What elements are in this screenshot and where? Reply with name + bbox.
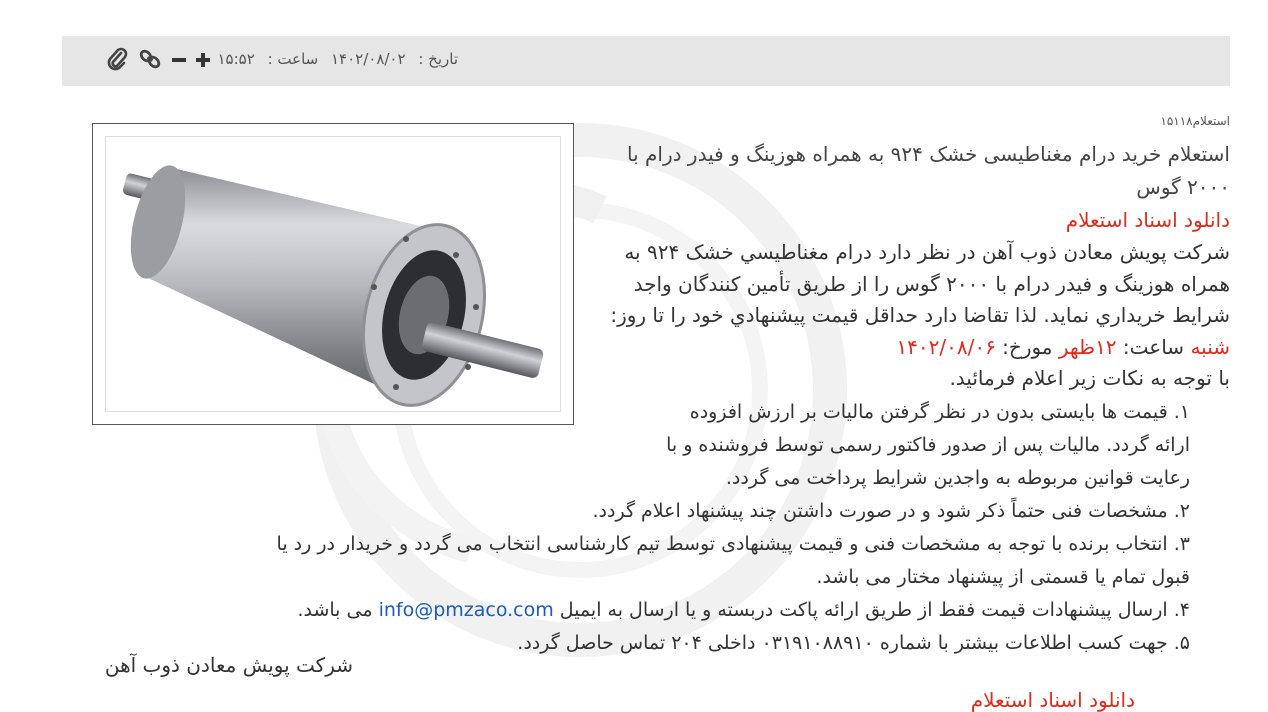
toolbar (106, 47, 220, 75)
minus-icon[interactable] (172, 52, 186, 71)
date-value: ۱۴۰۲/۰۸/۰۲ (330, 50, 406, 68)
link-icon[interactable] (138, 47, 162, 75)
magnetic-drum-photo (92, 123, 574, 425)
deadline-day: شنبه (1190, 334, 1230, 359)
date-label: تاریخ : (418, 50, 458, 68)
time-label: ساعت : (267, 50, 319, 68)
email-link[interactable]: info@pmzaco.com (378, 599, 554, 621)
paperclip-icon[interactable] (106, 47, 128, 75)
info-bar (62, 36, 1230, 86)
list-item: ۳. انتخاب برنده با توجه به مشخصات فنی و قیمت پیشنهادی توسط تیم کارشناسی انتخاب می گردد و خریدار در رد یا قبول تمام یا قسمتی از پیشنهاد مختار می باشد. (276, 533, 1190, 588)
list-item: ۲. مشخصات فنی حتماً ذکر شود و در صورت داشتن چند پیشنهاد اعلام گردد. (592, 500, 1190, 522)
conditions-list (277, 396, 1190, 660)
intro-end: با توجه به نکات زیر اعلام فرمائید. (949, 366, 1230, 390)
deadline-time-label: ساعت: (1122, 334, 1185, 359)
intro-paragraph (600, 237, 1230, 395)
list-item: ۱. قیمت ها بایستی بدون در نظر گرفتن مالیات بر ارزش افزوده ارائه گردد. مالیات پس از صدور فاکتور رسمی توسط فروشنده و با رعایت قوانین مربوطه به واجدین شرایط پرداخت می گردد. (666, 401, 1190, 489)
page-title: استعلام خرید درام مغناطیسی خشک ۹۲۴ به همراه هوزینگ و فیدر درام با ۲۰۰۰ گوس (627, 142, 1230, 199)
company-signature: شرکت پویش معادن ذوب آهن (104, 653, 353, 677)
drum-image (106, 137, 560, 411)
download-documents-link[interactable]: دانلود اسناد استعلام (1065, 208, 1230, 232)
deadline-date-label: مورخ: (1002, 334, 1053, 359)
time-value: ۱۵:۵۲ (217, 50, 255, 68)
list-item: ۴. ارسال پیشنهادات قیمت فقط از طریق ارائه پاکت دربسته و یا ارسال به ایمیل info@pmzaco.com می باشد. (297, 599, 1190, 621)
plus-icon[interactable] (196, 52, 210, 71)
list-item: ۵. جهت کسب اطلاعات بیشتر با شماره ۰۳۱۹۱۰۸۸۹۱۰ داخلی ۲۰۴ تماس حاصل گردد. (517, 632, 1190, 654)
date-time (210, 36, 459, 86)
deadline-time: ۱۲ظهر (1058, 334, 1117, 359)
download-documents-link-bottom[interactable]: دانلود اسناد استعلام (970, 688, 1135, 712)
intro-text: شرکت پویش معادن ذوب آهن در نظر دارد درام مغناطیسي خشک ۹۲۴ به همراه هوزینگ و فیدر درام با ۲۰۰۰ گوس را از طریق تأمین کنندگان واجد شرایط خریداري نماید. لذا تقاضا دارد حداقل قیمت پیشنهادي خود را تا روز: (610, 240, 1230, 327)
deadline-date: ۱۴۰۲/۰۸/۰۶ (896, 334, 996, 359)
inquiry-code: استعلام۱۵۱۱۸ (1160, 114, 1230, 128)
